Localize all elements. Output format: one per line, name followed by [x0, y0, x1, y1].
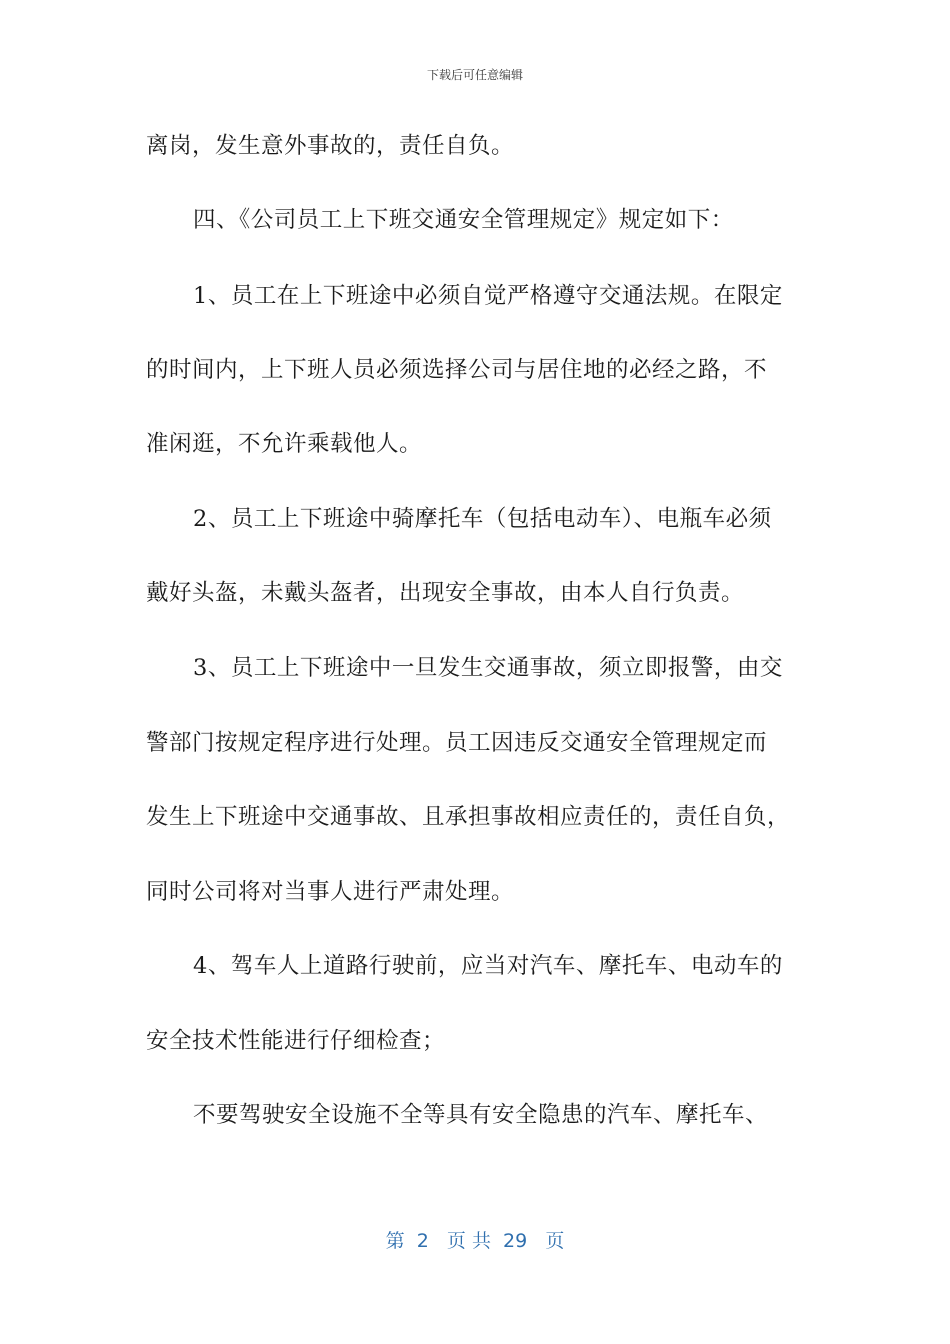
body-line: 4、驾车人上道路行驶前，应当对汽车、摩托车、电动车的	[193, 953, 783, 979]
body-line: 离岗，发生意外事故的，责任自负。	[146, 133, 515, 159]
body-line: 2、员工上下班途中骑摩托车（包括电动车）、电瓶车必须	[193, 506, 772, 532]
body-line: 安全技术性能进行仔细检查；	[146, 1028, 446, 1054]
body-line: 的时间内，上下班人员必须选择公司与居住地的必经之路，不	[146, 357, 768, 383]
body-line: 戴好头盔，未戴头盔者，出现安全事故，由本人自行负责。	[146, 580, 745, 606]
section-heading: 四、《公司员工上下班交通安全管理规定》规定如下：	[193, 207, 734, 233]
body-line: 警部门按规定程序进行处理。员工因违反交通安全管理规定而	[146, 730, 768, 756]
body-line: 发生上下班途中交通事故、且承担事故相应责任的，责任自负，	[146, 804, 791, 830]
body-line: 同时公司将对当事人进行严肃处理。	[146, 879, 515, 905]
body-line: 1、员工在上下班途中必须自觉严格遵守交通法规。在限定	[193, 283, 783, 309]
page-number-footer: 第 2 页 共 29 页	[385, 1230, 565, 1252]
body-line: 准闲逛，不允许乘载他人。	[146, 431, 423, 457]
header-note: 下载后可任意编辑	[426, 68, 523, 82]
body-line: 3、员工上下班途中一旦发生交通事故，须立即报警，由交	[193, 655, 783, 681]
body-line: 不要驾驶安全设施不全等具有安全隐患的汽车、摩托车、	[193, 1102, 769, 1128]
